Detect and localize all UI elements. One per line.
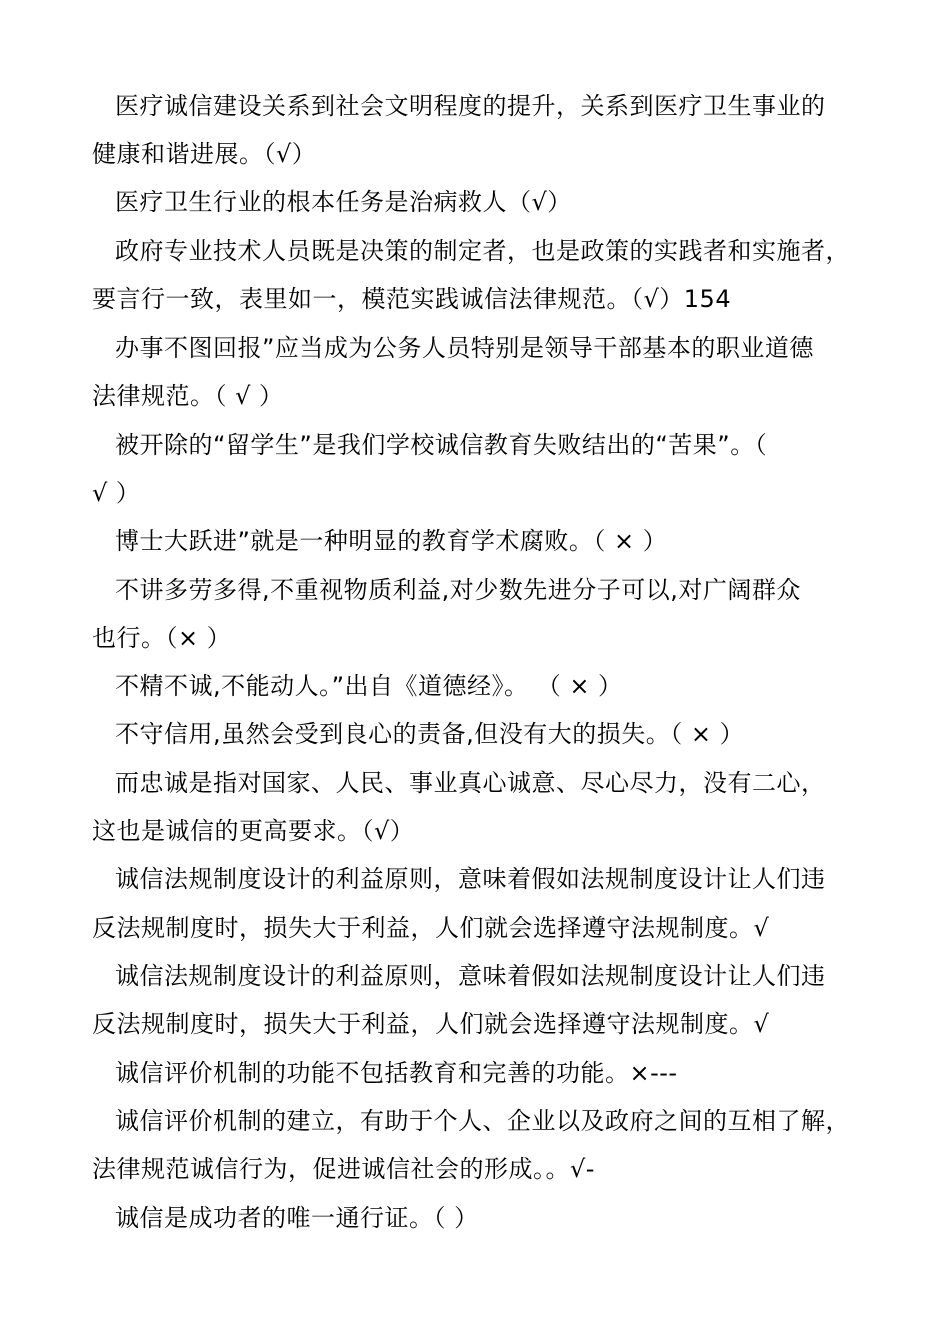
text-line-24: 诚信是成功者的唯一通行证。（ ） (115, 1204, 479, 1232)
text-line-19: 诚信法规制度设计的利益原则，意味着假如法规制度设计让人们违 (115, 962, 826, 990)
text-line-2: 健康和谐进展。（√） (92, 140, 317, 168)
text-line-16: 这也是诚信的更高要求。（√） (92, 817, 415, 845)
text-line-5: 要言行一致，表里如一，模范实践诚信法律规范。（√）154 (92, 285, 732, 313)
text-line-8: 被开除的“留学生”是我们学校诚信教育失败结出的“苦果”。（ (115, 431, 768, 459)
text-line-4: 政府专业技术人员既是决策的制定者，也是政策的实践者和实施者， (115, 237, 850, 265)
text-line-21: 诚信评价机制的功能不包括教育和完善的功能。×--- (115, 1059, 678, 1087)
text-line-1: 医疗诚信建设关系到社会文明程度的提升，关系到医疗卫生事业的 (115, 92, 826, 120)
text-line-3: 医疗卫生行业的根本任务是治病救人（√） (115, 188, 572, 216)
text-line-15: 而忠诚是指对国家、人民、事业真心诚意、尽心尽力，没有二心， (115, 769, 826, 797)
text-line-22: 诚信评价机制的建立，有助于个人、企业以及政府之间的互相了解， (115, 1107, 850, 1135)
text-line-12: 也行。（× ） (92, 624, 232, 652)
text-line-20: 反法规制度时，损失大于利益，人们就会选择遵守法规制度。√ (92, 1010, 770, 1038)
text-line-10: 博士大跃进”就是一种明显的教育学术腐败。（ × ） (115, 527, 668, 555)
text-line-23: 法律规范诚信行为，促进诚信社会的形成。。√- (92, 1155, 595, 1183)
text-line-18: 反法规制度时，损失大于利益，人们就会选择遵守法规制度。√ (92, 914, 770, 942)
text-line-6: 办事不图回报”应当成为公务人员特别是领导干部基本的职业道德 (115, 334, 814, 362)
text-line-17: 诚信法规制度设计的利益原则，意味着假如法规制度设计让人们违 (115, 865, 826, 893)
text-line-7: 法律规范。（ √ ） (92, 382, 284, 410)
text-line-11: 不讲多劳多得,不重视物质利益,对少数先进分子可以,对广阔群众 (115, 576, 801, 604)
text-line-14: 不守信用,虽然会受到良心的责备,但没有大的损失。（ × ） (115, 720, 745, 748)
text-line-13: 不精不诚,不能动人。”出自《道德经》。 （ × ） (115, 672, 623, 700)
text-line-9: √ ） (92, 479, 141, 507)
